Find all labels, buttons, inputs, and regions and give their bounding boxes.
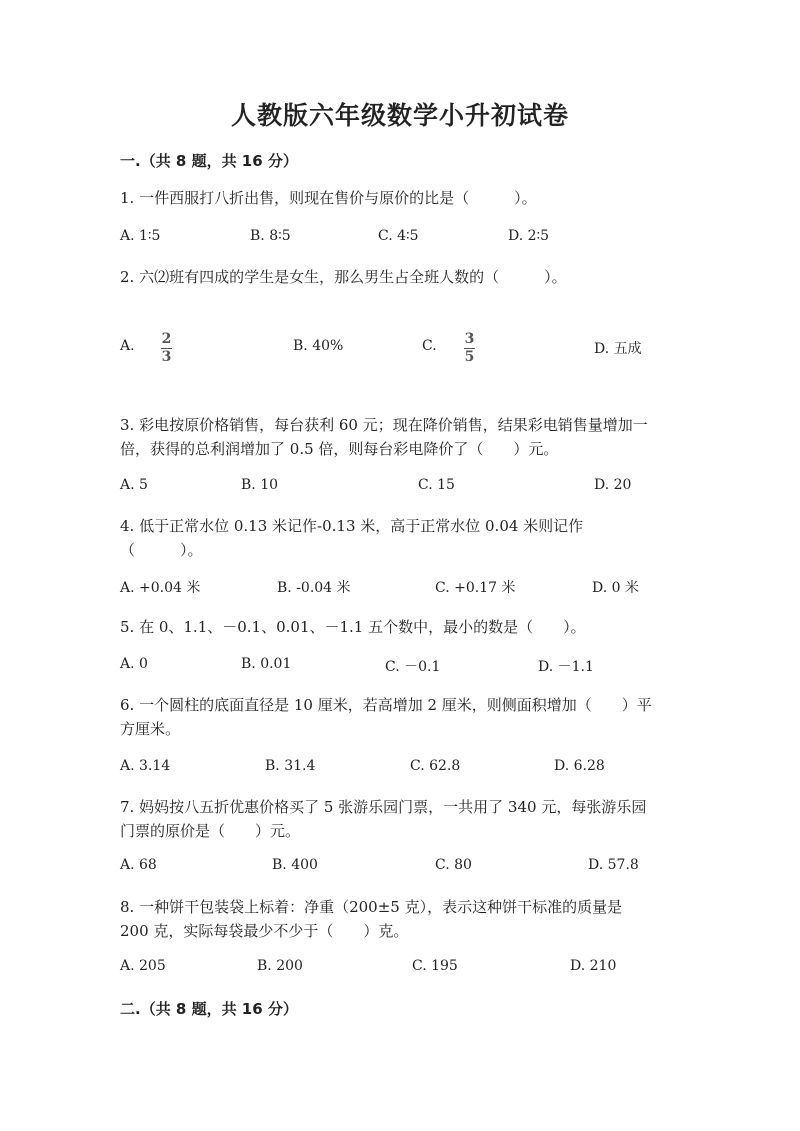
option-b: B. 0.01	[241, 656, 292, 672]
question-5	[120, 615, 685, 639]
option-a: A. +0.04 米	[120, 580, 201, 596]
option-c: C. 4∶5	[378, 228, 419, 244]
fraction-numerator: 3	[464, 331, 475, 347]
question-text-line: （ ）。	[120, 541, 203, 559]
question-3	[120, 413, 685, 461]
option-b: B. 40%	[293, 338, 344, 354]
option-b: B. 200	[257, 958, 303, 974]
question-text-line: 门票的原价是（ ）元。	[120, 822, 301, 840]
option-c: C. 80	[435, 857, 472, 873]
question-text-line: 6. 一个圆柱的底面直径是 10 厘米，若高增加 2 厘米，则侧面积增加（ ）平	[120, 696, 652, 714]
option-c: C. －0.1	[385, 659, 441, 675]
question-text-line: 方厘米。	[120, 720, 181, 738]
question-text-line: 8. 一种饼干包装袋上标着：净重（200±5 克），表示这种饼干标准的质量是	[120, 898, 623, 916]
question-8-options	[120, 958, 685, 982]
option-a: A.	[120, 338, 135, 354]
question-text-line: 倍，获得的总利润增加了 0.5 倍，则每台彩电降价了（ ）元。	[120, 440, 559, 458]
option-d: D. 0 米	[592, 580, 639, 596]
option-d: D. 210	[570, 958, 617, 974]
question-4	[120, 514, 685, 562]
fraction-numerator: 2	[161, 331, 172, 347]
question-text-line: 7. 妈妈按八五折优惠价格买了 5 张游乐园门票，一共用了 340 元，每张游乐园	[120, 798, 647, 816]
question-7-options	[120, 857, 685, 881]
question-text-line: 1. 一件西服打八折出售，则现在售价与原价的比是（ ）。	[120, 189, 537, 207]
question-6-options	[120, 758, 685, 782]
question-1-options	[120, 228, 685, 252]
question-text-line: 3. 彩电按原价格销售，每台获利 60 元；现在降价销售，结果彩电销售量增加一	[120, 416, 648, 434]
option-c: C. 62.8	[410, 758, 461, 774]
option-c: C. 195	[412, 958, 458, 974]
option-d: D. －1.1	[538, 659, 594, 675]
fraction-option-a	[161, 332, 172, 365]
question-5-options	[120, 656, 685, 680]
question-text-line: 4. 低于正常水位 0.13 米记作-0.13 米，高于正常水位 0.04 米则记作	[120, 517, 584, 535]
question-1	[120, 186, 685, 210]
question-7	[120, 795, 685, 843]
option-d: D. 6.28	[554, 758, 605, 774]
option-a: A. 1∶5	[120, 228, 161, 244]
option-b: B. 8∶5	[250, 228, 291, 244]
option-d: D. 57.8	[588, 857, 639, 873]
option-c: C. 15	[418, 477, 455, 493]
option-c: C. +0.17 米	[435, 580, 516, 596]
question-text-line: 2. 六⑵班有四成的学生是女生，那么男生占全班人数的（ ）。	[120, 268, 567, 286]
option-d: D. 五成	[594, 341, 642, 357]
option-b: B. 31.4	[265, 758, 316, 774]
fraction-option-c	[464, 332, 475, 365]
option-d: D. 2∶5	[508, 228, 550, 244]
question-6	[120, 693, 685, 741]
question-3-options	[120, 477, 685, 501]
option-b: B. -0.04 米	[277, 580, 351, 596]
option-a: A. 3.14	[120, 758, 171, 774]
question-8	[120, 895, 685, 943]
section-heading-2: 二.（共 8 题，共 16 分）	[120, 1000, 298, 1018]
fraction-denominator: 3	[161, 349, 172, 365]
question-text-line: 200 克，实际每袋最少不少于（ ）克。	[120, 922, 409, 940]
fraction-denominator: 5	[464, 349, 475, 365]
option-a: A. 5	[120, 477, 148, 493]
option-a: A. 68	[120, 857, 157, 873]
question-4-options	[120, 577, 685, 601]
section-heading-1: 一.（共 8 题，共 16 分）	[120, 152, 298, 170]
page-title: 人教版六年级数学小升初试卷	[230, 101, 569, 130]
question-2	[120, 265, 685, 289]
question-text-line: 5. 在 0、1.1、－0.1、0.01、－1.1 五个数中，最小的数是（ ）。	[120, 618, 586, 636]
option-b: B. 10	[241, 477, 279, 493]
option-c: C.	[422, 338, 437, 354]
option-a: A. 0	[120, 656, 148, 672]
question-2-options	[120, 331, 685, 374]
option-a: A. 205	[120, 958, 166, 974]
option-b: B. 400	[272, 857, 318, 873]
option-d: D. 20	[594, 477, 632, 493]
